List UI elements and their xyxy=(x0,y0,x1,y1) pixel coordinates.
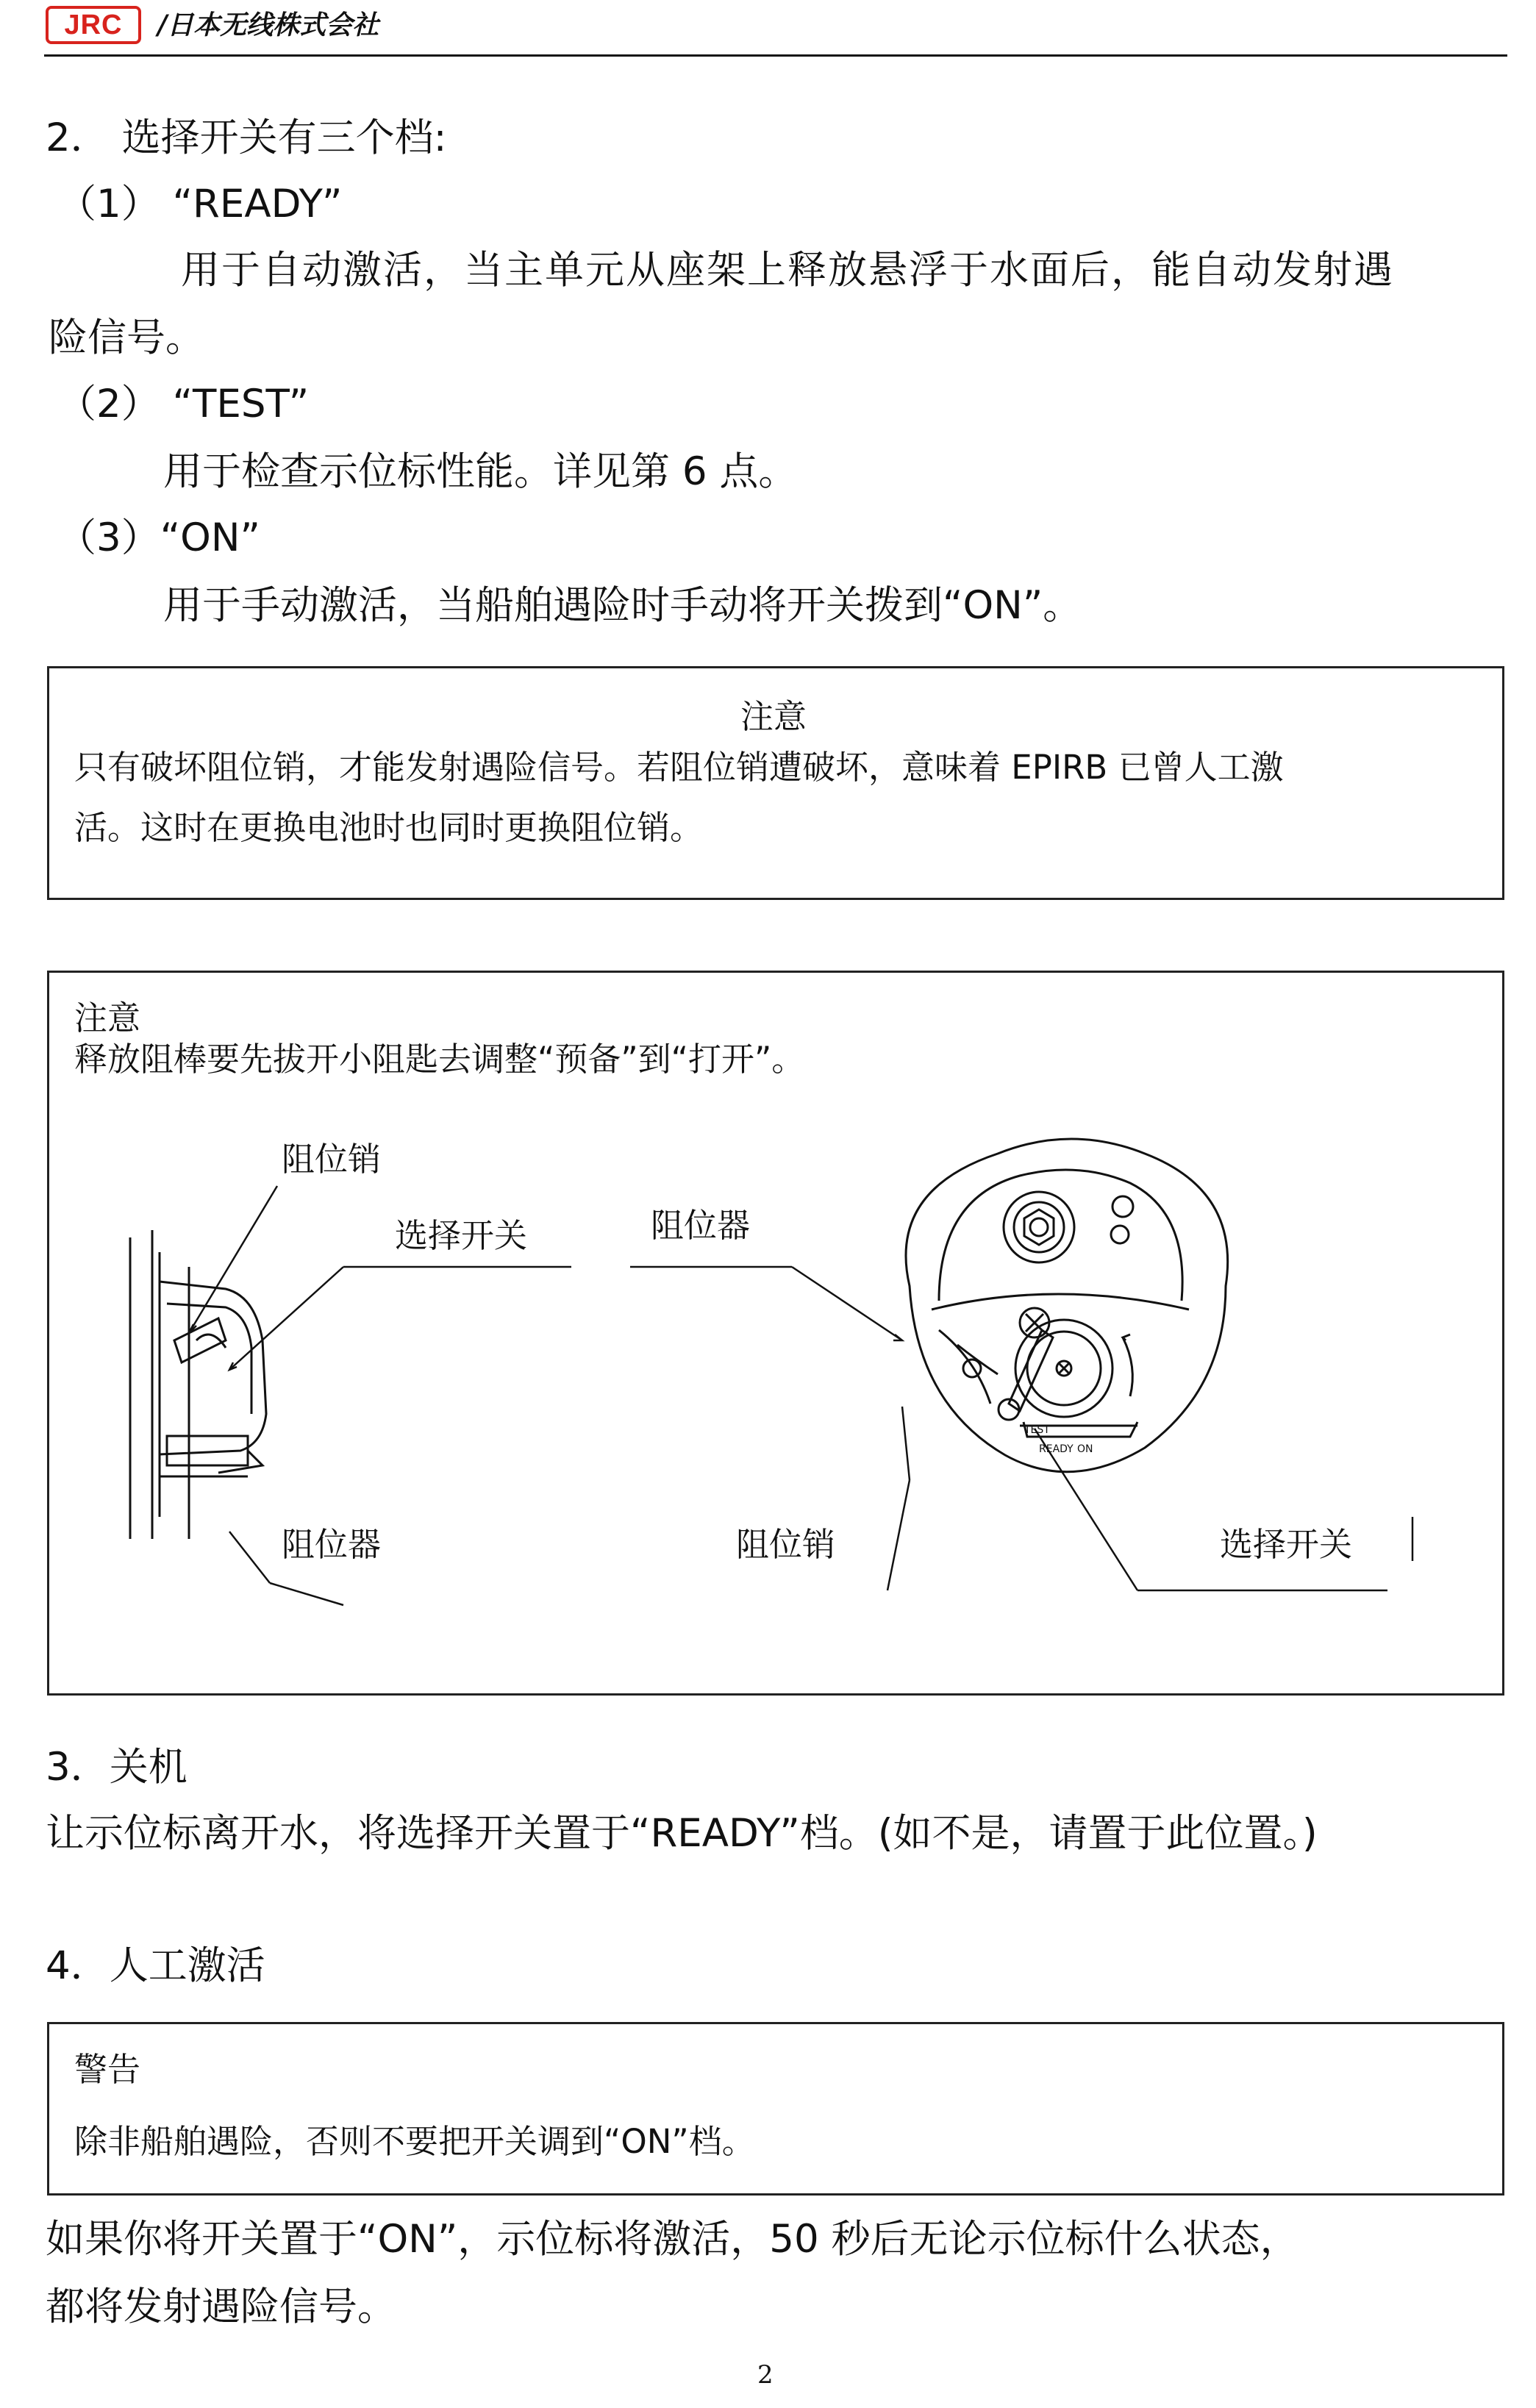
section4-text-line2: 都将发射遇险信号。 xyxy=(46,2284,396,2329)
front-view-drawing xyxy=(829,1110,1343,1492)
label-switch-right: 选择开关 xyxy=(1220,1525,1353,1564)
note1-title: 注意 xyxy=(740,697,807,736)
item1-label: （1） “READY” xyxy=(57,182,343,226)
item1-text-line2: 险信号。 xyxy=(49,315,204,360)
section4-title: 4．人工激活 xyxy=(46,1943,265,1988)
item2-text: 用于检查示位标性能。详见第 6 点。 xyxy=(163,449,798,494)
section3-text: 让示位标离开水，将选择开关置于“READY”档。(如不是，请置于此位置。) xyxy=(46,1811,1318,1856)
warning-box xyxy=(47,2022,1504,2196)
note2-title: 注意 xyxy=(74,998,141,1037)
note-box-2 xyxy=(47,971,1504,1696)
dial-on-label: ON xyxy=(1077,1443,1093,1455)
warning-title: 警告 xyxy=(74,2050,141,2089)
item3-text: 用于手动激活，当船舶遇险时手动将开关拨到“ON”。 xyxy=(163,583,1082,628)
item1-text-line1: 用于自动激活，当主单元从座架上释放悬浮于水面后，能自动发射遇 xyxy=(181,248,1394,293)
item3-label: （3）“ON” xyxy=(57,515,260,560)
label-stopper-bottom: 阻位器 xyxy=(282,1525,382,1564)
label-switch-left: 选择开关 xyxy=(395,1216,528,1255)
dial-test-label: TEST xyxy=(1024,1424,1050,1436)
note1-line1: 只有破坏阻位销，才能发射遇险信号。若阻位销遭破坏，意味着 EPIRB 已曾人工激 xyxy=(74,748,1284,787)
header-divider xyxy=(44,54,1507,57)
section2-title: 2． 选择开关有三个档: xyxy=(46,115,447,160)
note-box-1 xyxy=(47,666,1504,900)
jrc-logo: JRC xyxy=(46,6,141,44)
item2-label: （2） “TEST” xyxy=(57,382,310,426)
note1-line2: 活。这时在更换电池时也同时更换阻位销。 xyxy=(74,808,704,847)
page-number: 2 xyxy=(757,2360,774,2390)
section3-title: 3．关机 xyxy=(46,1745,187,1790)
company-name: /日本无线株式会社 xyxy=(157,10,379,40)
label-pin-top: 阻位销 xyxy=(282,1140,382,1179)
section4-text-line1: 如果你将开关置于“ON”，示位标将激活，50 秒后无论示位标什么状态， xyxy=(46,2217,1299,2262)
dial-ready-label: READY xyxy=(1039,1443,1074,1455)
label-stopper-top: 阻位器 xyxy=(651,1206,751,1245)
label-pin-bottom: 阻位销 xyxy=(736,1525,836,1564)
note2-text: 释放阻棒要先拔开小阻匙去调整“预备”到“打开”。 xyxy=(74,1040,805,1079)
warning-text: 除非船舶遇险，否则不要把开关调到“ON”档。 xyxy=(74,2122,755,2161)
